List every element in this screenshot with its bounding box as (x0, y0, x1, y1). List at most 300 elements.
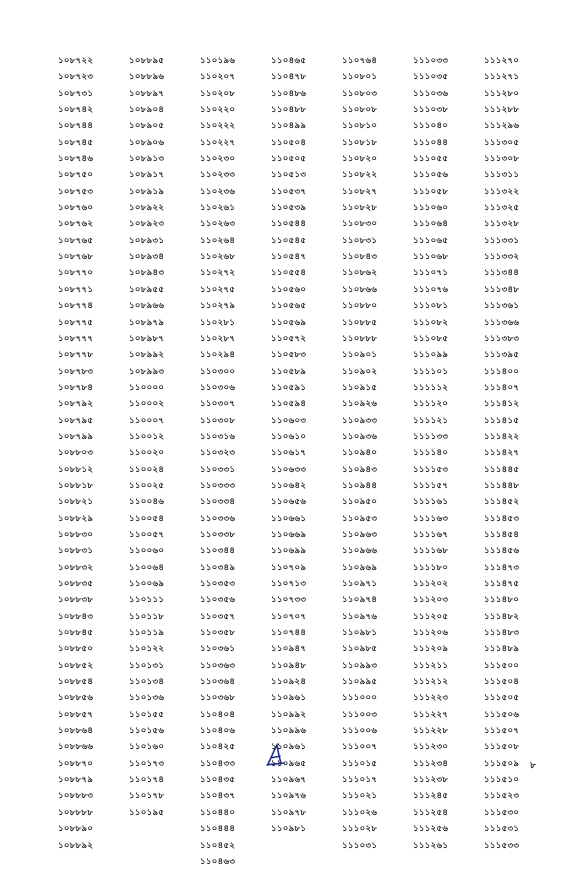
roll-number-cell: ১০৮৭৯৯ (58, 431, 94, 442)
roll-number-cell: ১০৮৭৮৪ (58, 382, 94, 393)
roll-number-cell: ১০৮৯০৬ (129, 137, 165, 148)
roll-number-cell: ১০৮৮৭০ (58, 758, 94, 769)
roll-number-cell: ১১১৫০৬ (484, 709, 520, 720)
roll-number-cell: ১০৮৭৭৫ (58, 317, 94, 328)
roll-number-cell: ১১০৫০৪ (271, 137, 307, 148)
roll-number-cell: ১০৮৮১২ (58, 464, 94, 475)
roll-number-cell: ১০৮৮৯৭ (129, 88, 165, 99)
roll-number-cell: ১১১০৭৬ (413, 284, 449, 295)
signature-mark (264, 742, 286, 768)
roll-number-cell: ১১০০৬০ (129, 546, 165, 557)
roll-number-cell: ১১১০৩৩ (413, 56, 449, 66)
roll-number-cell: ১১১৫০৪ (484, 677, 520, 688)
roll-number-cell: ১১০৬০৩ (271, 415, 307, 426)
roll-number-cell: ১১০০৪৬ (129, 497, 165, 508)
roll-number-cell: ১১০০১২ (129, 431, 165, 442)
roll-number-cell: ১১১৩৩১ (484, 235, 520, 246)
roll-number-cell: ১০৮৯২৩ (129, 219, 165, 230)
roll-number-cell: ১০৮৮৪৩ (58, 611, 94, 622)
roll-number-cell: ১১০৪৩৩ (200, 758, 236, 769)
roll-number-cell: ১১০২৭২ (200, 268, 236, 279)
roll-number-cell: ১১১২৬১ (413, 840, 449, 851)
roll-number-cell: ১১০২৭৫ (200, 284, 236, 295)
roll-number-cell: ১০৮৮৯২ (58, 840, 94, 851)
roll-number-cell: ১১১১২০ (413, 399, 449, 410)
roll-number-cell: ১০৮৯১৭ (129, 170, 165, 181)
roll-number-cell: ১১০৯২৬ (342, 399, 378, 410)
roll-number-cell: ১০৮৭৭০ (58, 268, 94, 279)
roll-number-cell: ১১১০৮৫ (413, 333, 449, 344)
roll-number-cell: ১১১৩৬৬ (484, 317, 520, 328)
roll-number-cell: ১১০৯৬৬ (342, 546, 378, 557)
roll-number-cell: ১১০৮৩১ (342, 235, 378, 246)
roll-number-cell: ১১১০১৭ (342, 775, 378, 786)
roll-number-cell: ১১১৪১৫ (484, 415, 520, 426)
roll-number-cell: ১১১১৫৩ (413, 464, 449, 475)
roll-number-cell: ১১০৯০২ (342, 366, 378, 377)
roll-number-cell: ১১০১৭৩ (129, 758, 165, 769)
roll-number-cell: ১০৮৮৩১ (58, 546, 94, 557)
roll-number-cell: ১১০১৩৬ (129, 693, 165, 704)
roll-number-cell: ১১১২৪৫ (413, 791, 449, 802)
roll-number-cell: ১১১১৬১ (413, 497, 449, 508)
roll-number-cell: ১০৮৮৯৬ (129, 72, 165, 83)
roll-number-cell: ১১১৩৬১ (484, 301, 520, 312)
roll-number-cell: ১১০৪৪০ (200, 807, 236, 818)
roll-number-cell: ১১০৫৩৯ (271, 203, 307, 214)
roll-number-cell: ১১১০৩৬ (413, 88, 449, 99)
roll-number-cell: ১১১০৪৪ (413, 137, 449, 148)
roll-number-cell: ১১০৬৬১ (271, 513, 307, 524)
roll-number-cell: ১১১৫০৭ (484, 726, 520, 737)
roll-number-cell: ১১০২৩৬ (200, 186, 236, 197)
roll-number-cell: ১১০২৩৩ (200, 170, 236, 181)
roll-number-cell: ১০৮৮৭৯ (58, 775, 94, 786)
roll-number-cell: ১১১০৯৯ (413, 350, 449, 361)
roll-number-cell: ১১০৪৪৪ (200, 824, 236, 835)
roll-number-cell: ১১০৪৩৭ (200, 791, 236, 802)
roll-number-cell: ১০৮৭৯৫ (58, 415, 94, 426)
roll-number-cell: ১১০৯৩৩ (342, 415, 378, 426)
roll-number-cell: ১০৮৯৯২ (129, 350, 165, 361)
roll-number-cell: ১০৮৮৪৫ (58, 628, 94, 639)
roll-number-cell: ১১০৫৯১ (271, 382, 307, 393)
roll-number-cell: ১১০৭০৯ (271, 562, 307, 573)
roll-number-cell: ১০৮৮৫৪ (58, 677, 94, 688)
roll-number-cell: ১১১৩২২ (484, 186, 520, 197)
roll-number-cell: ১১০৫১৩ (271, 170, 307, 181)
roll-number-cell: ১১০৩৫৮ (200, 628, 236, 639)
roll-number-cell: ১১০৯২৪ (271, 677, 307, 688)
roll-number-cell: ১১০৫৪৪ (271, 219, 307, 230)
roll-number-cell: ১১০৩৬৮ (200, 693, 236, 704)
roll-number-cell: ১০৮৮১৮ (58, 480, 94, 491)
roll-number-cell: ১১০৩৩৬ (200, 513, 236, 524)
roll-number-cell: ১০৮৭৬০ (58, 203, 94, 214)
roll-number-cell: ১১০০৫৪ (129, 513, 165, 524)
roll-number-cell: ১১১০১৫ (342, 758, 378, 769)
roll-number-cell: ১০৮৯৪৩ (129, 268, 165, 279)
roll-number-cell: ১০৮৯০৪ (129, 105, 165, 116)
roll-number-cell: ১১০১১১ (129, 595, 165, 606)
roll-number-cell: ১১১০০৩ (342, 709, 378, 720)
roll-number-cell: ১১১২৭০ (484, 56, 520, 66)
roll-number-cell: ১১১৪৭৩ (484, 562, 520, 573)
roll-number-cell: ১১১০৩১ (342, 840, 378, 851)
roll-number-cell: ১০৮৭৭৮ (58, 350, 94, 361)
roll-number-cell: ১১১৪৫৩ (484, 513, 520, 524)
roll-number-cell: ১১০৯৭৬ (342, 611, 378, 622)
roll-number-cell: ১০৮৭৭৭ (58, 333, 94, 344)
roll-number-cell: ১১১২৯৬ (484, 121, 520, 132)
roll-number-cell: ১০৮৭৫৩ (58, 186, 94, 197)
roll-number-cell: ১১০৭৬৪ (342, 56, 378, 66)
roll-number-cell: ১১০১৯৫ (129, 807, 165, 818)
roll-number-cell: ১১১০২১ (342, 791, 378, 802)
roll-number-cell: ১১১০৬৮ (413, 252, 449, 263)
roll-number-cell: ১১০২৭৯ (200, 301, 236, 312)
roll-number-cell: ১১০৯৪৩ (342, 464, 378, 475)
roll-number-cell: ১১০৩০৭ (200, 399, 236, 410)
roll-number-cell: ১১০৪২৫ (200, 742, 236, 753)
roll-number-cell: ১১১২৩০ (413, 742, 449, 753)
roll-number-cell: ১১১০৩৫ (413, 72, 449, 83)
roll-number-cell: ১১১৪৫৪ (484, 529, 520, 540)
roll-number-cell: ১১০৪৯৯ (271, 121, 307, 132)
roll-number-cell: ১০৮৯২২ (129, 203, 165, 214)
roll-number-cell: ১১০৯৫০ (342, 497, 378, 508)
roll-number-cell: ১১০৭৪৪ (271, 628, 307, 639)
roll-number-cell: ১০৮৯৫৫ (129, 284, 165, 295)
roll-number-cell: ১১০২০৮ (200, 88, 236, 99)
roll-number-cell: ১১১৫০৮ (484, 742, 520, 753)
roll-number-cell: ১১১২০২ (413, 579, 449, 589)
roll-number-cell: ১১০৭১৩ (271, 579, 307, 589)
roll-number-cell: ১০৮৮৩৫ (58, 579, 94, 589)
roll-number-cell: ১১০৩৫৭ (200, 611, 236, 622)
roll-number-cell: ১০৮৮২৯ (58, 513, 94, 524)
roll-number-cell: ১১১২০৯ (413, 644, 449, 655)
roll-number-cell: ১১০৪০৬ (200, 726, 236, 737)
roll-number-cell: ১১০৮৮০ (342, 301, 378, 312)
roll-number-cell: ১০৮৭৪৬ (58, 154, 94, 165)
roll-number-cell: ১১০৩৩৪ (200, 497, 236, 508)
roll-number-cell: ১১০১৩৪ (129, 677, 165, 688)
roll-number-cell: ১০৮৭৩১ (58, 88, 94, 99)
roll-number-cell: ১১০৮৬২ (342, 268, 378, 279)
roll-number-cell: ১১০২২০ (200, 105, 236, 116)
roll-number-cell: ১১০৯৮১ (342, 628, 378, 639)
roll-number-cell: ১০৮৯১৩ (129, 154, 165, 165)
roll-number-cell: ১১১৪২২ (484, 431, 520, 442)
roll-number-cell: ১১০৮২২ (342, 170, 378, 181)
roll-number-cell: ১১০৩৩৮ (200, 529, 236, 540)
roll-number-cell: ১০৮৭২২ (58, 56, 94, 66)
roll-number-cell: ১১০৩৫৩ (200, 579, 236, 589)
roll-number-cell: ১১১১৩৩ (413, 431, 449, 442)
roll-number-cell: ১১১০৫৬ (413, 170, 449, 181)
roll-number-cell: ১১১৪৭৫ (484, 579, 520, 589)
roll-number-cell: ১১০৫০৫ (271, 154, 307, 165)
roll-number-cell: ১১১৫৩১ (484, 824, 520, 835)
roll-number-cell: ১১০৮২৭ (342, 186, 378, 197)
roll-number-cell: ১১১২৩৪ (413, 758, 449, 769)
roll-number-cell: ১১০৯৭৮ (271, 807, 307, 818)
roll-number-grid (58, 53, 555, 870)
roll-number-cell: ১১০৮৬৬ (342, 284, 378, 295)
roll-number-cell: ১১১৩৮৩ (484, 333, 520, 344)
roll-number-cell: ১১১২১১ (413, 660, 449, 671)
roll-number-cell: ১১১৫০৯ (484, 758, 520, 769)
roll-number-cell: ১১১৩২৫ (484, 203, 520, 214)
roll-number-cell: ১১০১৬০ (129, 742, 165, 753)
roll-number-cell: ১১০৩১৬ (200, 431, 236, 442)
roll-number-cell: ১১০৮০৩ (342, 88, 378, 99)
roll-number-cell: ১১০৫৪৭ (271, 252, 307, 263)
roll-number-cell: ১১০২৯৪ (200, 350, 236, 361)
roll-number-cell: ১১০৫৫৪ (271, 268, 307, 279)
roll-number-cell: ১০৮৭৬২ (58, 219, 94, 230)
roll-number-cell: ১০৮৮০৩ (58, 448, 94, 459)
roll-number-cell: ১১১০৮১ (413, 301, 449, 312)
roll-number-cell: ১১১০০৬ (342, 726, 378, 737)
roll-number-cell: ১১০৩২৩ (200, 448, 236, 459)
roll-number-cell: ১১০১৩১ (129, 660, 165, 671)
roll-number-cell: ১১১৩৩২ (484, 252, 520, 263)
roll-number-cell: ১১১৩৯৫ (484, 350, 520, 361)
roll-number-cell: ১১০৫৬০ (271, 284, 307, 295)
roll-number-cell: ১০৮৮৩২ (58, 562, 94, 573)
roll-number-cell: ১১১০৫৫ (413, 154, 449, 165)
roll-number-cell: ১১১০৭১ (413, 268, 449, 279)
roll-number-cell: ১০৮৯৩১ (129, 235, 165, 246)
roll-number-cell: ১১০৫৮৯ (271, 366, 307, 377)
roll-number-cell: ১০৮৮৮৮ (58, 807, 94, 818)
roll-number-cell: ১০৮৭২৩ (58, 72, 94, 83)
roll-number-cell: ১১১৫২৩ (484, 791, 520, 802)
roll-number-cell: ১১০৯৮৫ (342, 644, 378, 655)
roll-number-cell: ১১১০৪০ (413, 121, 449, 132)
roll-number-cell: ১১০৯৬১ (271, 742, 307, 753)
roll-number-cell: ১১০২০৭ (200, 72, 236, 83)
roll-number-cell: ১০৮৮৮৩ (58, 791, 94, 802)
roll-number-cell: ১১০০২০ (129, 448, 165, 459)
roll-number-cell: ১১০১৭৪ (129, 775, 165, 786)
roll-number-cell: ১১০৯১৫ (342, 382, 378, 393)
roll-number-cell: ১০৮৮৫৬ (58, 693, 94, 704)
roll-number-cell: ১১১৪৫২ (484, 497, 520, 508)
roll-number-cell: ১১১১৫৭ (413, 480, 449, 491)
roll-number-cell: ১১০৯৬৫ (271, 758, 307, 769)
roll-number-cell: ১১১৫০৫ (484, 693, 520, 704)
roll-number-cell: ১১১৪৫৬ (484, 546, 520, 557)
roll-number-cell: ১১০৮১০ (342, 121, 378, 132)
roll-number-cell: ১১১১১২ (413, 382, 449, 393)
roll-number-cell: ১১০৬৩৩ (271, 464, 307, 475)
roll-number-cell: ১১০৯৬১ (271, 693, 307, 704)
roll-number-cell: ১০৮৮৫৭ (58, 709, 94, 720)
roll-number-cell: ১০৮৮৯০ (58, 824, 94, 835)
roll-number-cell: ১১০৩৬৩ (200, 660, 236, 671)
roll-number-cell: ১১১১৮০ (413, 562, 449, 573)
roll-number-cell: ১১১২০৫ (413, 611, 449, 622)
roll-number-cell: ১১০৯৮১ (271, 824, 307, 835)
roll-number-cell: ১০৮৯৭৯ (129, 317, 165, 328)
roll-number-cell: ১১১৩০৮ (484, 154, 520, 165)
roll-number-cell: ১১১৪৮৯ (484, 644, 520, 655)
roll-number-cell: ১১১৫৩০ (484, 807, 520, 818)
roll-number-cell: ১১০৯০১ (342, 350, 378, 361)
roll-number-cell: ১০৮৯৬৬ (129, 301, 165, 312)
roll-number-cell: ১০৮৮২১ (58, 497, 94, 508)
roll-number-cell: ১১০৭৩৩ (271, 595, 307, 606)
roll-number-cell: ১১১৪৮২ (484, 611, 520, 622)
roll-number-cell: ১১০৪৫২ (200, 840, 236, 851)
roll-number-cell: ১১০১৫৬ (129, 726, 165, 737)
roll-number-cell: ১১১০৩৮ (413, 105, 449, 116)
roll-number-cell: ১১০০০৭ (129, 415, 165, 426)
roll-number-cell: ১১০৯৪৪ (342, 480, 378, 491)
roll-number-cell: ১১০৯৭৪ (342, 595, 378, 606)
roll-number-cell: ১১০৬৪২ (271, 480, 307, 491)
roll-number-cell: ১১০২৬৮ (200, 252, 236, 263)
roll-number-cell: ১০৮৭৭৪ (58, 301, 94, 312)
roll-number-cell: ১১০২৩০ (200, 154, 236, 165)
roll-number-cell: ১১১০২৮ (342, 824, 378, 835)
roll-number-cell: ১১০১২২ (129, 644, 165, 655)
roll-number-cell: ১১০৪৮৮ (271, 105, 307, 116)
roll-number-cell: ১১০০০০ (129, 382, 165, 393)
roll-number-cell: ১০৮৮৫০ (58, 644, 94, 655)
roll-number-cell: ১১০২৮৭ (200, 333, 236, 344)
roll-number-cell: ১১০৯৭১ (342, 579, 378, 589)
roll-number-cell: ১১১৩২৮ (484, 219, 520, 230)
roll-number-cell: ১১১০৬০ (413, 203, 449, 214)
roll-number-cell: ১১০৩৪৪ (200, 546, 236, 557)
roll-number-cell: ১১০৩৬৪ (200, 677, 236, 688)
roll-number-cell: ১১০৪৬৩ (200, 856, 236, 867)
roll-number-cell: ১১১৪২৭ (484, 448, 520, 459)
roll-number-cell: ১০৮৯৩৪ (129, 252, 165, 263)
roll-number-cell: ১১১১৪০ (413, 448, 449, 459)
roll-number-cell: ১১০৫৮৩ (271, 350, 307, 361)
roll-number-cell: ১১০৩৩৩ (200, 480, 236, 491)
roll-number-cell: ১১০০০২ (129, 399, 165, 410)
roll-number-cell: ১১০৫৯৪ (271, 399, 307, 410)
roll-number-cell: ১১০৮৪৩ (342, 252, 378, 263)
roll-number-cell: ১১০৯৬৯ (342, 562, 378, 573)
roll-number-cell: ১০৮৯১৯ (129, 186, 165, 197)
roll-number-cell: ১১০৬৬৯ (271, 529, 307, 540)
roll-number-cell: ১১১৪০০ (484, 366, 520, 377)
roll-number-cell: ১১১০৫৮ (413, 186, 449, 197)
roll-number-cell: ১০৮৮৩০ (58, 529, 94, 540)
roll-number-cell: ১১১১২১ (413, 415, 449, 426)
roll-number-cell: ১১০২৬৪ (200, 235, 236, 246)
roll-number-cell: ১১০৯৪৮ (271, 660, 307, 671)
roll-number-cell: ১০৮৯৯৩ (129, 366, 165, 377)
roll-number-cell: ১১০৩৫৬ (200, 595, 236, 606)
roll-number-cell: ১১০৬৯৯ (271, 546, 307, 557)
roll-number-cell: ১০৮৭৫০ (58, 170, 94, 181)
roll-number-cell: ১১০১৭৮ (129, 791, 165, 802)
roll-number-cell: ১১০২৮১ (200, 317, 236, 328)
roll-number-cell: ১০৮৭৬৫ (58, 235, 94, 246)
roll-number-cell: ১১০৫৩৭ (271, 186, 307, 197)
roll-number-cell: ১০৮৭৪২ (58, 105, 94, 116)
roll-number-cell: ১১০৫৪৫ (271, 235, 307, 246)
page-number: ৮ (530, 761, 536, 771)
roll-number-cell: ১১০২৬১ (200, 203, 236, 214)
roll-number-cell: ১১০৪০৪ (200, 709, 236, 720)
roll-number-cell: ১১০২২৭ (200, 137, 236, 148)
roll-number-cell: ১০৮৮৫২ (58, 660, 94, 671)
roll-number-cell: ১০৮৭৬৮ (58, 252, 94, 263)
roll-number-cell: ১১০৮২০ (342, 154, 378, 165)
roll-number-cell: ১১০১৫৫ (129, 709, 165, 720)
roll-number-cell: ১১১২২৮ (413, 726, 449, 737)
roll-number-cell: ১১১১৬৭ (413, 529, 449, 540)
roll-number-cell: ১১০৩৪৯ (200, 562, 236, 573)
roll-number-cell: ১১০৯৯২ (271, 709, 307, 720)
roll-number-cell: ১১০৩০০ (200, 366, 236, 377)
roll-number-cell: ১১০৪৬৫ (271, 56, 307, 66)
roll-number-cell: ১১১২৮০ (484, 88, 520, 99)
roll-number-cell: ১০৮৮৬৬ (58, 742, 94, 753)
roll-number-cell: ১১১৫০০ (484, 660, 520, 671)
roll-number-cell: ১১০৯৪৭ (271, 644, 307, 655)
roll-number-cell: ১১১৪৮০ (484, 595, 520, 606)
roll-number-cell: ১১০৩০৮ (200, 415, 236, 426)
roll-number-cell: ১১০৪৭৮ (271, 72, 307, 83)
roll-number-cell: ১১০০২৪ (129, 464, 165, 475)
roll-number-cell: ১১১২০৬ (413, 628, 449, 639)
roll-number-cell: ১১০৯৯৬ (271, 726, 307, 737)
roll-number-cell: ১১০০৬৪ (129, 562, 165, 573)
roll-number-cell: ১১০৩০৬ (200, 382, 236, 393)
roll-number-cell: ১১১১০১ (413, 366, 449, 377)
roll-number-cell: ১১০৩৩১ (200, 464, 236, 475)
roll-number-cell: ১১০৬১০ (271, 431, 307, 442)
roll-number-cell: ১১০৫৬৫ (271, 301, 307, 312)
roll-number-cell: ১১০৯৯৫ (342, 677, 378, 688)
roll-number-cell: ১১০৪৮৬ (271, 88, 307, 99)
roll-number-cell: ১১১১৬৮ (413, 546, 449, 557)
roll-number-cell: ১১০৮০৮ (342, 105, 378, 116)
roll-number-cell: ১১০৫৬৯ (271, 317, 307, 328)
roll-number-cell: ১১১৪৪৮ (484, 480, 520, 491)
roll-number-cell: ১১১২৫৪ (413, 807, 449, 818)
roll-number-cell: ১১০১১৮ (129, 611, 165, 622)
roll-number-cell: ১১০০৬৯ (129, 579, 165, 589)
roll-number-cell: ১০৮৭৯২ (58, 399, 94, 410)
roll-number-cell: ১১০৯৭৬ (271, 791, 307, 802)
roll-number-cell: ১১০৮৩০ (342, 219, 378, 230)
roll-number-cell: ১০৮৮৬৪ (58, 726, 94, 737)
roll-number-cell: ১১১২০৩ (413, 595, 449, 606)
roll-number-cell: ১১০০৫৭ (129, 529, 165, 540)
roll-number-cell: ১১১২২৩ (413, 693, 449, 704)
roll-number-cell: ১০৮৭৭১ (58, 284, 94, 295)
roll-number-cell: ১১০৬৫৬ (271, 497, 307, 508)
roll-number-cell: ১১১৪০৭ (484, 382, 520, 393)
roll-number-cell: ১০৮৯৮৭ (129, 333, 165, 344)
roll-number-cell: ১১০৮০১ (342, 72, 378, 83)
roll-number-cell: ১১১৫৩৩ (484, 840, 520, 851)
roll-number-cell: ১১১১৬৩ (413, 513, 449, 524)
roll-number-cell: ১১০৯৫৩ (342, 513, 378, 524)
roll-number-cell: ১০৮৭৪৪ (58, 121, 94, 132)
